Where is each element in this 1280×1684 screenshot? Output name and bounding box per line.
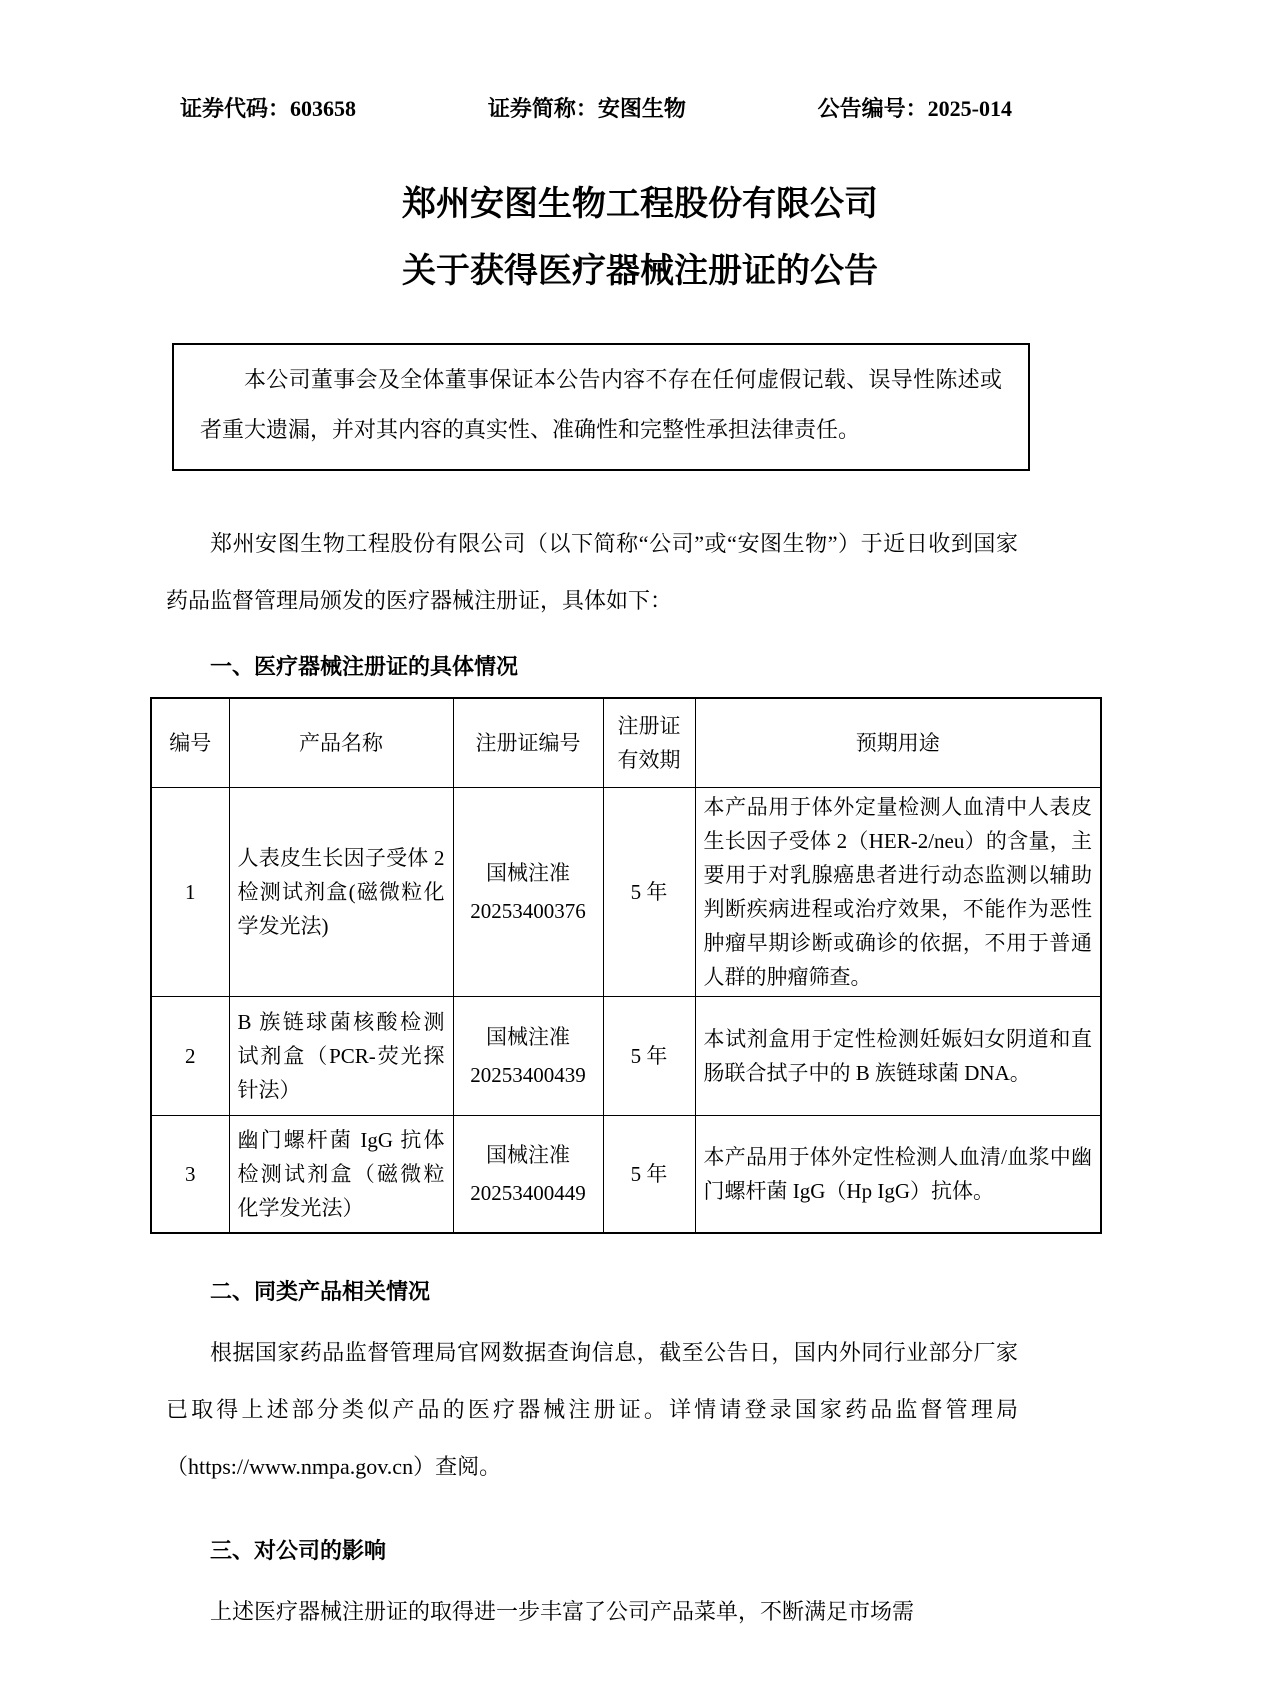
cell-cert-no: [453, 997, 603, 1116]
cert-no-line1: 国械注准: [486, 1143, 570, 1167]
cell-validity: 5 年: [603, 1116, 695, 1234]
page-title-line1: 郑州安图生物工程股份有限公司: [402, 186, 878, 223]
section-1-heading: 一、医疗器械注册证的具体情况: [210, 654, 519, 679]
cert-no-line1: 国械注准: [486, 1025, 570, 1049]
cert-no-line2: 20253400449: [470, 1181, 586, 1205]
cell-product-name: B 族链球菌核酸检测试剂盒（PCR-荧光探针法）: [229, 997, 453, 1116]
cell-intended-use: 本试剂盒用于定性检测妊娠妇女阴道和直肠联合拭子中的 B 族链球菌 DNA。: [695, 997, 1101, 1116]
cell-product-name: 幽门螺杆菌 IgG 抗体检测试剂盒（磁微粒化学发光法）: [229, 1116, 453, 1234]
intro-paragraph: 郑州安图生物工程股份有限公司（以下简称“公司”或“安图生物”）于近日收到国家药品监督管理局颁发的医疗器械注册证，具体如下：: [166, 531, 1018, 613]
col-header-cert-no: 注册证编号: [453, 698, 603, 788]
table-header-row: [151, 698, 1101, 788]
col-header-name: 产品名称: [229, 698, 453, 788]
cell-validity: 5 年: [603, 788, 695, 997]
section-2-paragraph: 根据国家药品监督管理局官网数据查询信息，截至公告日，国内外同行业部分厂家已取得上述部分类似产品的医疗器械注册证。详情请登录国家药品监督管理局（https://www.nmpa.gov.cn）查阅。: [166, 1340, 1018, 1479]
stock-abbr-label: 证券简称：安图生物: [487, 96, 686, 121]
registration-table: [150, 697, 1102, 1234]
disclaimer-text: 本公司董事会及全体董事保证本公告内容不存在任何虚假记载、误导性陈述或者重大遗漏，并对其内容的真实性、准确性和完整性承担法律责任。: [200, 367, 1002, 442]
page-title-line2: 关于获得医疗器械注册证的公告: [402, 253, 878, 290]
section-2-heading: 二、同类产品相关情况: [210, 1279, 431, 1304]
cell-cert-no: [453, 1116, 603, 1234]
section-3-heading: 三、对公司的影响: [210, 1538, 387, 1563]
page-title: [0, 171, 1280, 305]
doc-header: [0, 0, 1280, 123]
col-header-validity: 注册证有效期: [603, 698, 695, 788]
cell-no: 1: [151, 788, 229, 997]
table-row: [151, 788, 1101, 997]
stock-code-label: 证券代码：603658: [180, 96, 357, 121]
cell-intended-use: 本产品用于体外定量检测人血清中人表皮生长因子受体 2（HER-2/neu）的含量，主要用于对乳腺癌患者进行动态监测以辅助判断疾病进程或治疗效果，不能作为恶性肿瘤早期诊断或确诊的依据，不用于普通人群的肿瘤筛查。: [695, 788, 1101, 997]
cell-no: 3: [151, 1116, 229, 1234]
disclaimer-box: [172, 343, 1030, 471]
cell-product-name: 人表皮生长因子受体 2 检测试剂盒(磁微粒化学发光法): [229, 788, 453, 997]
col-header-no: 编号: [151, 698, 229, 788]
cell-intended-use: 本产品用于体外定性检测人血清/血浆中幽门螺杆菌 IgG（Hp IgG）抗体。: [695, 1116, 1101, 1234]
cert-no-line2: 20253400376: [470, 899, 586, 923]
cell-cert-no: [453, 788, 603, 997]
section-3-paragraph: 上述医疗器械注册证的取得进一步丰富了公司产品菜单，不断满足市场需: [210, 1599, 915, 1624]
table-row: [151, 1116, 1101, 1234]
cell-validity: 5 年: [603, 997, 695, 1116]
cert-no-line1: 国械注准: [486, 861, 570, 885]
cert-no-line2: 20253400439: [470, 1063, 586, 1087]
cell-no: 2: [151, 997, 229, 1116]
col-header-use: 预期用途: [695, 698, 1101, 788]
announcement-no-label: 公告编号：2025-014: [817, 96, 1012, 121]
table-row: [151, 997, 1101, 1116]
